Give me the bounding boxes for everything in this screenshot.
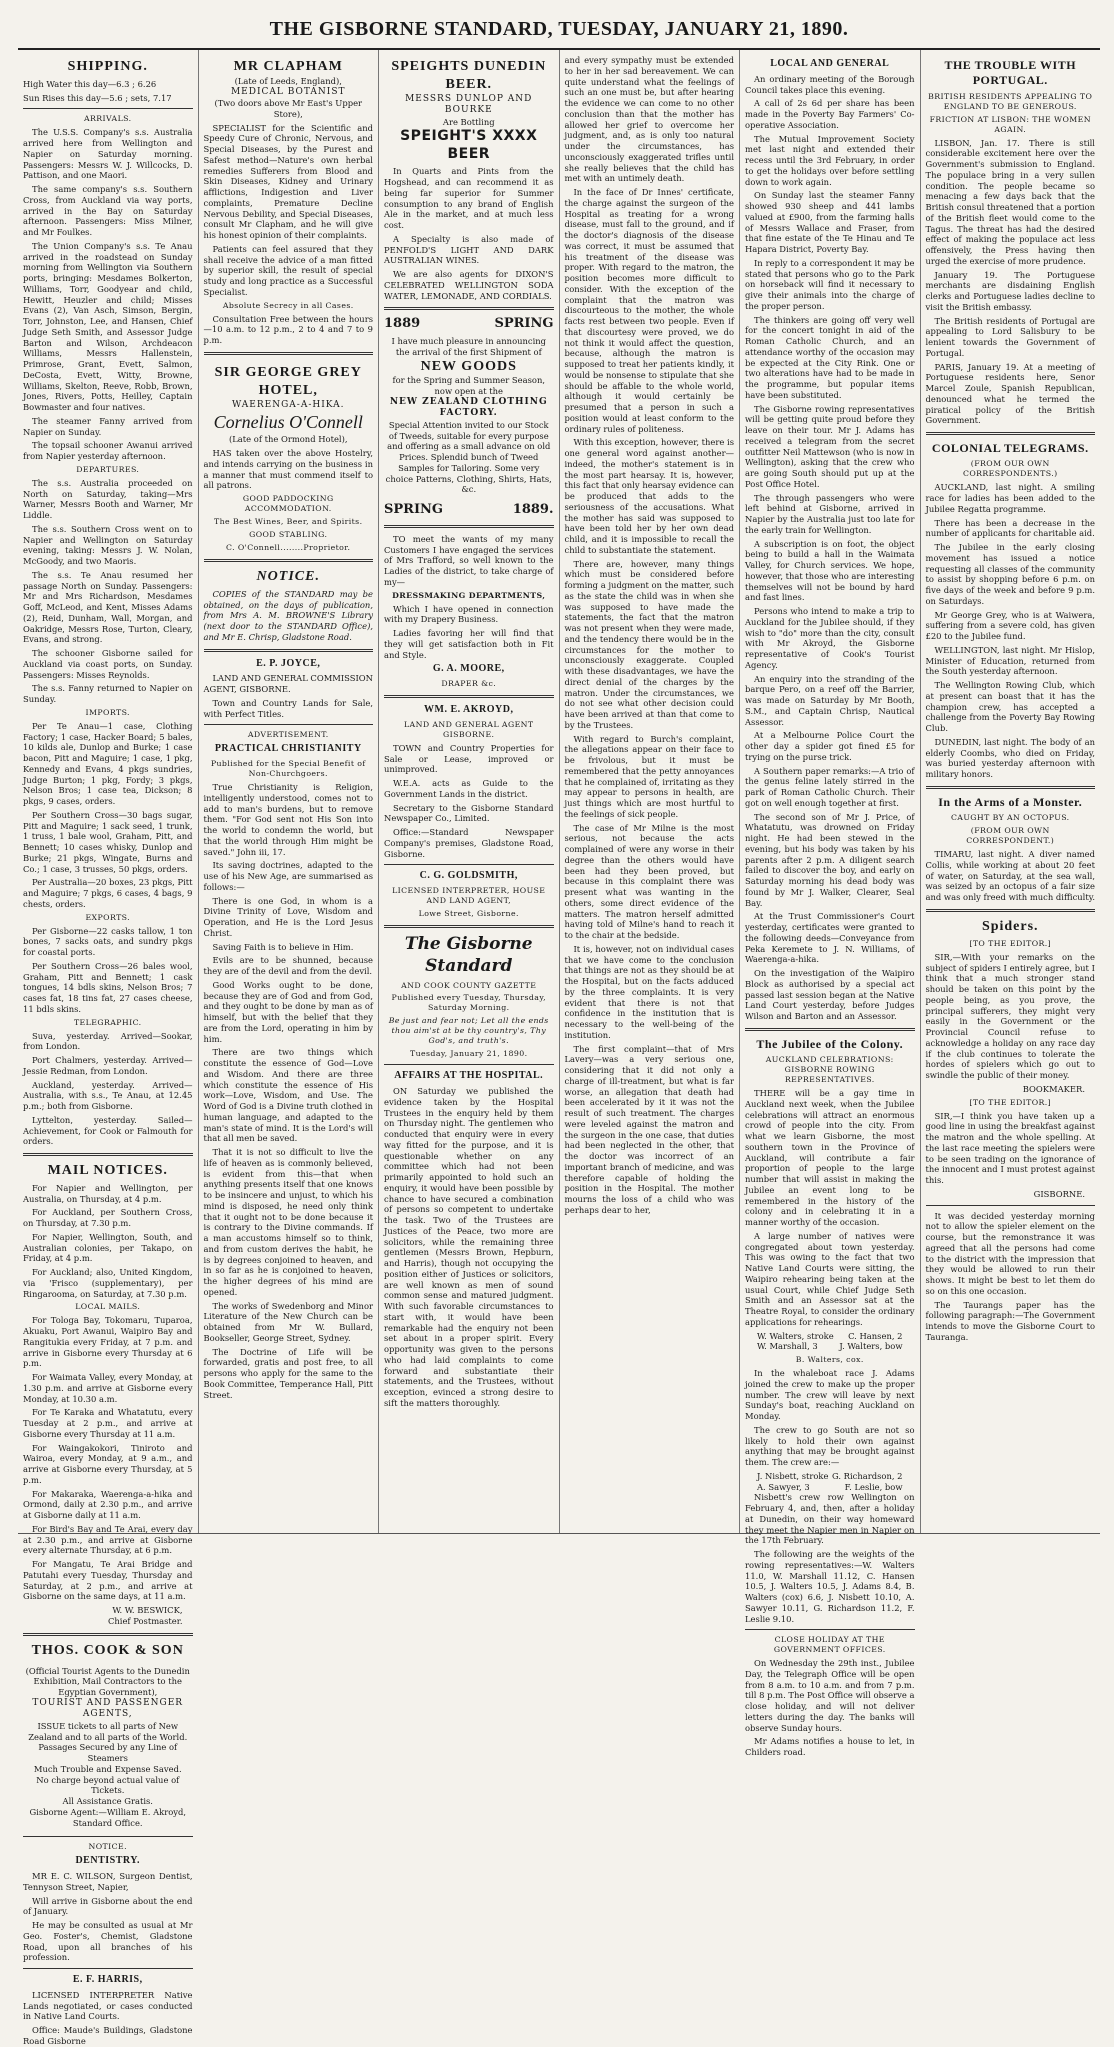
mail-paragraph: For Napier, Wellington, South, and Australian colonies, per Takapo, on Friday, at 4 p.m.: [23, 1231, 193, 1264]
divider: [384, 925, 554, 928]
imports-paragraph: Per Australia—20 boxes, 23 pkgs, Pitt and Maguire; 7 pkgs, 6 cases, 4 bags, 9 chests, orders.: [23, 877, 193, 909]
holiday-paragraph: Mr Adams notifies a house to let, in Childers road.: [745, 1736, 915, 1758]
exports-paragraph: Per Southern Cross—26 bales wool, Graham, Pitt and Bennett; 1 cask tongues, 14 bdls skins, Nelson Bros; 7 cases fat, 18 tins fat, 27 cases cheese, 11 bdls skins.: [23, 960, 193, 1014]
spring-factory: NEW ZEALAND CLOTHING FACTORY.: [389, 396, 548, 419]
departures-paragraph: The s.s. Southern Cross went on to Napier and Wellington on Saturday evening, taking: Messrs J. W. Nolan, McGoody, and two Maoris.: [23, 523, 193, 567]
mail-paragraph: For Makaraka, Waerenga-a-hika and Ormond, daily at 2.30 p.m., and arrive at Gisborne daily at 11 a.m.: [23, 1488, 193, 1521]
divider: [23, 1153, 193, 1156]
crew-member: A. Sawyer, 3: [757, 1481, 810, 1492]
local-paragraph: The thinkers are going off very well for the concert tonight in aid of the Roman Catholic Church, and an attendance worthy of the occasion may be expected at the City Rink. One or two alterations have had to be made in the programme, but popular items have been substituted.: [745, 314, 915, 400]
clapham-paragraph: SPECIALIST for the Scientific and Speedy Cure of Chronic, Nervous, and Special Diseases, by the Purest and Safest method—Nature's own herbal remedies Sufferers from Blood and Skin Diseases, Kidney and Urinary afflictions, Indigestion and Liver complaints, Premature Decline Nervous Debility, and Special Diseases, consult Mr Clapham, and he will give his honest opinion of their complaints.: [203, 122, 373, 241]
telegraphic-paragraph: Lyttelton, yesterday. Sailed—Achievement, for Cook or Falmouth for orders.: [23, 1114, 193, 1147]
standard-motto: Be just and fear not; Let all the ends thou aim'st at be thy country's, Thy God's, and truth's.: [388, 1016, 549, 1046]
crew-row: [745, 1341, 915, 1352]
akroyd-paragraph: Office:—Standard Newspaper Company's premises, Gladstone Road, Gisborne.: [384, 827, 554, 859]
notice-paragraph: COPIES of the STANDARD may be obtained, on the days of publication, from Mrs A. M. BROWNE'S Library (next door to the STANDARD Office), and Mr E. Chrisp, Gladstone Road.: [203, 588, 373, 642]
hotel-proprietor-name: Cornelius O'Connell: [213, 412, 363, 433]
practical-paragraph: The Doctrine of Life will be forwarded, gratis and post free, to all persons who apply for the same to the Book Committee, Temperance Hall, Pitt Street.: [203, 1346, 373, 1400]
cook-heading: THOS. COOK & SON: [31, 1642, 184, 1658]
hospital-continued: It is, however, not on individual cases that we have come to the conclusion that things are not as they should be at the Hospital, but on the facts adduced by the three complaints. It is very evident that there is not that confidence in the institution that is necessary to the well-being of the institution.: [564, 943, 734, 1040]
column-1: [18, 50, 199, 2046]
colonial-paragraph: DUNEDIN, last night. The body of an elderly Coombs, who died on Friday, was buried yesterday afternoon with military honors.: [925, 736, 1095, 780]
joyce-paragraph: Town and Country Lands for Sale, with Perfect Titles.: [203, 697, 373, 719]
hospital-continued: and every sympathy must be extended to her in her sad bereavement. We can quite understand what the feelings of such an one must be, but after hearing the evidence we can come to no other conclusion than that the mother has allowed her grief to overcome her judgment, and, as is only too natural under the circumstances, has unconsciously exaggerated trifles until she really believes that the child has met with an untimely death.: [564, 55, 734, 184]
imports-paragraph: Per Southern Cross—30 bags sugar, Pitt and Maguire; 1 sack seed, 1 trunk, 1 truss, 1 bale wool, Graham, Pitt, and Bennett; 10 cases whisky, Dunlop and Burke; 21 pkgs, Wingate, Burns and Co.; 1 case, 3 trusses, 50 pkgs, orders.: [23, 809, 193, 874]
clapham-paragraph: Patients can feel assured that they shall receive the advice of a man fitted by superior skill, the result of special study and long practice as a Successful Specialist.: [203, 243, 373, 297]
mail-paragraph: For Bird's Bay and Te Arai, every day at 2.30 p.m., and arrive at Gisborne every alternate Thursday, at 6 p.m.: [23, 1523, 193, 1556]
hotel-ad: [204, 361, 374, 448]
hotel-paragraph: HAS taken over the above Hostelry, and intends carrying on the business in a manner that must commend itself to all patrons.: [203, 448, 373, 491]
hotel-line: The Best Wines, Beer, and Spirits.: [214, 516, 363, 526]
tides: High Water this day—6.3 ; 6.26: [23, 78, 157, 89]
divider: [384, 307, 554, 310]
mail-paragraph: For Napier and Wellington, per Australia, on Thursday, at 4 p.m.: [23, 1182, 193, 1204]
clapham-secrecy: Absolute Secrecy in all Cases.: [222, 300, 354, 310]
spring-line: Special Attention invited to our Stock of Tweeds, suitable for every purpose and offering as a small advance on old Prices. Splendid bunch of Tweed Samples for Tailoring. Some very choice Patterns, Clothing, Shirts, Hats, &c.: [385, 419, 552, 495]
local-general-heading: LOCAL AND GENERAL: [770, 58, 890, 69]
local-paragraph: A subscription is on foot, the object being to build a hall in the Waimata Valley, for Church services. We hope, however, that those who are interesting themselves will not be bound by hard and fast lines.: [745, 538, 915, 603]
telegraphic-heading: TELEGRAPHIC.: [73, 1017, 142, 1027]
divider: [384, 695, 554, 698]
clapham-role: MEDICAL BOTANIST: [230, 86, 346, 97]
practical-paragraph: There is one God, in whom is a Divine Trinity of Love, Wisdom and Operation, and He is the Lord Jesus Christ.: [203, 895, 373, 938]
column-4: [560, 50, 741, 1533]
clapham-heading: MR CLAPHAM: [233, 59, 343, 74]
jubilee-paragraph: Nisbett's crew row Wellington on February 4, and, then, after a holiday at Dunedin, on their way homeward they meet the Napier men in Napier on the 17th February.: [745, 1492, 915, 1546]
spring-word: SPRING: [384, 502, 444, 518]
cook-line: (Official Tourist Agents to the Dunedin Exhibition, Mail Contractors to the Egyptian Government),: [25, 1665, 190, 1698]
spring-banner: [384, 502, 554, 519]
trouble-heading: THE TROUBLE WITH PORTUGAL.: [944, 58, 1077, 88]
divider: [384, 864, 554, 865]
departures-paragraph: The schooner Gisborne sailed for Auckland via coast ports, on Sunday. Passengers: Misses Reynolds.: [23, 648, 193, 680]
practical-paragraph: There are two things which constitute the essence of God—Love and Wisdom. And there are three which constitute the essence of His work—Love, Wisdom, and Use. The Word of God is a Divine truth clothed in human language, and adapted to the man's state of mind. It is the Lord's will that all men be saved.: [203, 1047, 373, 1144]
clapham-sub: (Late of Leeds, England),: [234, 75, 342, 86]
speights-paragraph: We are also agents for DIXON'S CELEBRATED WELLINGTON SODA WATER, LEMONADE, AND CORDIALS.: [384, 269, 554, 301]
spiders-paragraph: SIR,—With your remarks on the subject of spiders I entirely agree, but I think that a much stronger stand should be taken on this point by the people being, as you prove, the principal sufferers, they might very easily in the Government or the Provincial Council refuse to acknowledge a holiday on any race day if the club continues to tolerate the hordes of spielers which go out to swindle the public of their money.: [925, 951, 1095, 1081]
divider: [204, 724, 374, 725]
standard-title: The Gisborne Standard: [404, 934, 533, 976]
spiders-heading: Spiders.: [981, 918, 1039, 934]
telegraphic-paragraph: Suva, yesterday. Arrived—Sookar, from London.: [23, 1030, 193, 1052]
cook-line: No charge beyond actual value of Tickets.: [36, 1774, 180, 1796]
spiders-paragraph: It was decided yesterday morning not to allow the spieler element on the course, but the remonstrance it was agreed that all the persons had come to the district with the impression that they would be allowed to run their shows. It might be best to let them do so on this one occasion.: [925, 1210, 1095, 1296]
divider: [745, 1629, 915, 1630]
crew-row: [745, 1471, 915, 1482]
trouble-paragraph: The British residents of Portugal are appealing to Lord Salisbury to be lenient towards the Government of Portugal.: [925, 315, 1095, 358]
departures-heading: DEPARTURES.: [76, 464, 140, 474]
colonial-paragraph: Mr George Grey, who is at Waiwera, suffering from a severe cold, has given £20 to the Jubilee fund.: [925, 609, 1095, 642]
mail-paragraph: For Waingakokori, Tiniroto and Wairoa, every Monday, at 9 a.m., and arrive at Gisborne every Thursday, at 5 p.m.: [23, 1442, 193, 1485]
jubilee-heading: The Jubilee of the Colony.: [756, 1036, 904, 1051]
column-5: [740, 50, 921, 1758]
practical-paragraph: Its saving doctrines, adapted to the use of his New Age, are summarised as follows:—: [203, 860, 373, 892]
divider: [926, 909, 1096, 912]
speights-product: SPEIGHT'S XXXX BEER: [400, 127, 538, 162]
divider: [384, 525, 554, 528]
crew-member: B. Walters, cox.: [795, 1355, 864, 1365]
jubilee-subheading: AUCKLAND CELEBRATIONS: GISBORNE ROWING REPRESENTATIVES.: [765, 1055, 894, 1085]
crew-member: W. Marshall, 3: [757, 1341, 818, 1352]
exports-paragraph: Per Gisborne—22 casks tallow, 1 ton bones, 7 sacks oats, and sundry pkgs for coastal ports.: [23, 925, 193, 958]
local-paragraph: On the investigation of the Waipiro Block as authorised by a special act passed last session began at the Native Land Court yesterday, before Judges Wilson and Barton and an Assessor.: [745, 968, 915, 1022]
local-paragraph: A call of 2s 6d per share has been made in the Poverty Bay Farmers' Co-operative Association.: [745, 98, 915, 130]
practical-paragraph: Good Works ought to be done, because they are of God and from God, and they ought to be done by man as of himself, but with the belief that they are from the Lord, operating in him by him.: [203, 979, 373, 1044]
departures-paragraph: The s.s. Australia proceeded on North on Saturday, taking—Mrs Warner, Messrs Booth and Warner, Mr Liddle.: [23, 477, 193, 521]
hotel-late: (Late of the Ormond Hotel),: [228, 434, 348, 445]
crew-member: F. Leslie, bow: [844, 1481, 903, 1492]
divider: [23, 108, 193, 109]
spiders-paragraph: SIR,—I think you have taken up a good line in using the breakfast against the matron and the whole spelling. At the last race meeting the spielers were to be seen trading on the ignorance of the innocent and I must protest against this.: [925, 1110, 1095, 1185]
trouble-paragraph: LISBON, Jan. 17. There is still considerable excitement here over the Government's submission to England. The populace bring in a very sullen condition. The people became so menacing a few days back that the British consul threatened that a portion of the British fleet would come to the Tagus. The threat has had the desired effect of making the populace act less offensively, the Press having then urged the exercise of more prudence.: [925, 137, 1095, 266]
practical-paragraph: True Christianity is Religion, intelligently understood, comes not to add to man's burdens, but to remove them. "For God sent not His Son into the world to condemn the world, but that the world through Him might be saved." John iii, 17.: [203, 782, 373, 857]
crew-row: [745, 1331, 915, 1342]
holiday-heading: CLOSE HOLIDAY AT THE GOVERNMENT OFFICES.: [773, 1635, 886, 1655]
spiders-signature: BOOKMAKER.: [1022, 1083, 1085, 1094]
arrivals-heading: ARRIVALS.: [83, 114, 132, 124]
crew-member: J. Nisbett, stroke: [757, 1470, 829, 1481]
advertisement-label: ADVERTISEMENT.: [247, 730, 329, 740]
holiday-paragraph: On Wednesday the 29th inst., Jubilee Day, the Telegraph Office will be open from 8 a.m. to 10 a.m. and from 7 p.m. till 8 p.m. The Post Office will observe a close holiday, and will not deliver letters during the day. The banks will observe Sunday hours.: [745, 1658, 915, 1733]
goldsmith-line: LICENSED INTERPRETER, HOUSE AND LAND AGENT,: [392, 886, 546, 906]
hospital-continued: With regard to Burch's complaint, the allegations appear on their face to be frivolous, but it must be remembered that the petty annoyances that he complained of, irritating as they may appear to persons in health, are just things which are most hurtful to the feelings of sick people.: [564, 733, 734, 819]
crew-member: J. Walters, bow: [839, 1341, 903, 1352]
divider: [204, 559, 374, 562]
cook-line: All Assistance Gratis.: [62, 1796, 153, 1807]
clapham-address: (Two doors above Mr East's Upper Store),: [214, 98, 363, 119]
telegraphic-paragraph: Auckland, yesterday. Arrived—Australia, with s.s., Te Anau, at 12.45 p.m.; both from Gisborne.: [23, 1079, 193, 1111]
spring-year: 1889.: [512, 502, 554, 518]
mail-paragraph: For Auckland, per Southern Cross, on Thursday, at 7.30 p.m.: [23, 1207, 193, 1229]
cook-line: Gisborne Agent:—William E. Akroyd, Standard Office.: [29, 1806, 187, 1828]
mail-paragraph: For Auckland; also, United Kingdom, via 'Frisco (supplementary), per Ringarooma, on Saturday, at 7.30 p.m.: [23, 1267, 193, 1299]
masthead: [18, 10, 1100, 50]
harris-heading: E. F. HARRIS,: [72, 1974, 143, 1986]
colonial-paragraph: There has been a decrease in the number of applicants for charitable aid.: [925, 517, 1095, 539]
spiders-subheading: [TO THE EDITOR.]: [969, 1097, 1052, 1107]
colonial-paragraph: WELLINGTON, last night. Mr Hislop, Minister of Education, returned from the South yesterday afternoon.: [925, 644, 1095, 677]
mail-paragraph: For Mangatu, Te Arai Bridge and Patutahi every Tuesday, Thursday and Saturday, at 2 p.m., and arrive at Gisborne on the same days, at 11 a.m.: [23, 1559, 193, 1602]
practical-paragraph: Evils are to be shunned, because they are of the devil and from the devil.: [203, 955, 373, 976]
trouble-subheading: FRICTION AT LISBON: THE WOMEN AGAIN.: [929, 114, 1091, 134]
column-6: [921, 50, 1101, 1533]
harris-paragraph: Office: Maude's Buildings, Gladstone Road Gisborne: [23, 2025, 193, 2046]
harris-paragraph: LICENSED INTERPRETER Native Lands negotiated, or cases conducted in Native Land Courts.: [23, 1989, 193, 2022]
hospital-continued: In the face of Dr Innes' certificate, the charge against the surgeon of the Hospital as treating for a wrong disease, must fall to the ground, and if the doctor's diagnosis of the disease was correct, it must be assumed that his treatment of the disease was proper. With regard to the matron, the position becomes more difficult to consider. With the exception of the complaint that the matron was discourteous to the mother, the whole facts rest between two people. Even if that discourtesy were proved, we do not think it would affect the question, because, although the matron is supposed to treat her patients kindly, it would be nonsense to stipulate that she should be affable to the whole world, although it would certainly be presumed that a person in such a position would at least conform to the ordinary rules of politeness.: [564, 187, 734, 434]
practical-paragraph: That it is not so difficult to live the life of heaven as is commonly believed, is evident from this—that when anything presents itself that one knows to be insincere and unjust, to which his mind is disposed, he need only think that it ought not to be done because it is contrary to the Divine commands. If a man accustoms himself so to think, and from custom derives the habit, he is by degrees conjoined to heaven, and in so far as he is conjoined to heaven, the higher degrees of his mind are opened.: [203, 1147, 373, 1297]
local-paragraph: The Mutual Improvement Society met last night and extended their recess until the 3rd February, in order to get the holidays over before settling down to work again.: [745, 133, 915, 187]
speights-heading: SPEIGHTS DUNEDIN BEER.: [391, 59, 547, 92]
mail-paragraph: For Te Karaka and Whatatutu, every Tuesday at 2 p.m., and arrive at Gisborne every Thursday at 11 a.m.: [23, 1407, 193, 1439]
trouble-paragraph: PARIS, January 19. At a meeting of Portuguese residents here, Senor Marcel Zoule, Spanish Republican, denounced what he termed the piratical policy of the British Government.: [925, 361, 1095, 426]
divider: [204, 649, 374, 652]
divider: [384, 1064, 554, 1065]
arrivals-paragraph: The steamer Fanny arrived from Napier on Sunday.: [23, 415, 193, 437]
akroyd-line: LAND AND GENERAL AGENT GISBORNE.: [403, 719, 534, 739]
divider: [926, 786, 1096, 789]
mail-paragraph: For Waimata Valley, every Monday, at 1.30 p.m. and arrive at Gisborne every Monday, at 10.30 a.m.: [23, 1372, 193, 1404]
spring-ad: [384, 333, 554, 498]
departures-paragraph: The s.s. Te Anau resumed her passage North on Sunday. Passengers: Mr and Mrs Richardson, Mesdames Goff, McLeod, and Kent, Misses Adams (2), Reid, Dunham, Wall, Morgan, and Oakridge, Messrs Rose, Turton, Cleary, Evans, and strong.: [23, 569, 193, 645]
column-2: [199, 50, 380, 1533]
mail-paragraph: For Tologa Bay, Tokomaru, Tuparoa, Akuaku, Port Awanui, Waipiro Bay and Rangitukia every Friday, at 7 p.m. and arrive in Gisborne every Thursday at 6 p.m.: [23, 1315, 193, 1369]
crew-row: [745, 1482, 915, 1493]
practical-paragraph: The works of Swedenborg and Minor Literature of the New Church can be obtained from Mr W. Bullard, Bookseller, George Street, Sydney.: [203, 1300, 373, 1343]
moore-paragraph: Ladies favoring her will find that they will get satisfaction both in Fit and Style.: [384, 628, 554, 660]
spiders-paragraph: The Taurangs paper has the following paragraph:—The Government intends to move the Gisborne Court to Tauranga.: [925, 1299, 1095, 1342]
cook-ad: [23, 1663, 193, 1832]
cook-line: Passages Secured by any Line of Steamers: [38, 1742, 178, 1764]
hospital-continued: With this exception, however, there is one general word against another—indeed, the mother's statement is in the most part hearsay. It is, however, this fact that only hearsay evidence can be produced that adds to the seriousness of the accusations. What the mother has said was supposed to have been told her by her own dead child, and it is impossible to recall the child to substantiate the statement.: [564, 437, 734, 555]
goldsmith-heading: C. G. GOLDSMITH,: [419, 870, 518, 882]
spring-line: for the Spring and Summer Season, now open at the: [392, 375, 545, 397]
shipping-heading: SHIPPING.: [67, 59, 148, 74]
colonial-subheading: (FROM OUR OWN CORRESPONDENTS.): [962, 459, 1058, 479]
column-3: [379, 50, 560, 1533]
clapham-ad: [204, 55, 374, 123]
spring-banner: [384, 316, 554, 333]
local-paragraph: Persons who intend to make a trip to Auckland for the Jubilee should, if they wish to "do" more than the city, consult with Mr Akroyd, the Gisborne representative of Cook's Tourist Agency.: [745, 606, 915, 670]
hotel-line: C. O'Connell........Proprietor.: [226, 542, 351, 552]
hospital-continued: The first complaint—that of Mrs Lavery—was a very serious one, considering that it did not only a charge of ill-treatment, but what is far worse, an allegation that death had been accelerated by it it was not the result of such treatment. The charges were leveled against the matron and the surgeon in the one case, that duties had been neglected in the other, that the doctor was incorrect of an important branch of medicine, and was therefore capable of holding the position in the Hospital. The mother mourns the loss of a child who was perhaps dear to her,: [564, 1043, 734, 1215]
local-paragraph: An enquiry into the stranding of the barque Pero, on a reef off the Barrier, was made on Saturday by Mr Booth, S.M., and Captain Chrisp, Nautical Assessor.: [745, 673, 915, 727]
jubilee-paragraph: THERE will be a gay time in Auckland next week, when the Jubilee celebrations will attract an enormous crowd of people into the city. From what we learn Gisborne, the most southern town in the Province of Auckland, will contribute a fair proportion of people to the large number that will assist in making the Jubilee an event long to be remembered in the history of the colony and in celebrating it in a manner worthy of the occasion.: [745, 1088, 915, 1228]
local-mails-heading: LOCAL MAILS.: [75, 1302, 141, 1312]
jubilee-paragraph: The following are the weights of the rowing representatives:—W. Walters 11.0, W. Marshall 11.12, C. Hansen 10.5, J. Walters 10.5, J. Adams 8.4, B. Walters (cox) 6.6, J. Nisbett 10.10, A. Sawyer 10.11, G. Richardson 11.2, F. Leslie 9.10.: [745, 1549, 915, 1624]
imports-paragraph: Per Te Anau—1 case, Clothing Factory; 1 case, Hacker Board; 5 bales, 10 kilds ale, Dunlop and Burke; 1 case bacon, Pitt and Maguire; 1 case, 1 pkg, Kennedy and Evans, 4 pkgs sundries, Judge Burton; 1 pkg, Fordy; 3 pkgs, Nelson Bros; 1 case tea, Dickson; 8 pkgs, 9 cases, orders.: [23, 720, 193, 807]
akroyd-paragraph: W.E.A. acts as Guide to the Government Lands in the district.: [384, 778, 554, 799]
practical-heading: PRACTICAL CHRISTIANITY: [214, 743, 362, 755]
moore-paragraph: TO meet the wants of my many Customers I have engaged the services of Mrs Trafford, so well known to the Ladies of the district, to take charge of my—: [384, 533, 554, 587]
crew-member: W. Walters, stroke: [757, 1330, 834, 1341]
cook-line: Much Trouble and Expense Saved.: [33, 1763, 182, 1774]
standard-subtitle: AND COOK COUNTY GAZETTE: [401, 980, 537, 990]
spring-line: I have much pleasure in announcing the arrival of the first Shipment of: [391, 336, 547, 357]
spiders-signature: GISBORNE.: [1033, 1188, 1085, 1199]
cook-line: TOURIST AND PASSENGER AGENTS,: [32, 1697, 184, 1720]
practical-sub: Published for the Special Benefit of Non-Churchgoers.: [210, 759, 366, 779]
moore-signature-title: DRAPER &c.: [441, 679, 497, 689]
speights-line: MESSRS DUNLOP AND BOURKE: [405, 93, 533, 116]
crew-member: C. Hansen, 2: [848, 1330, 903, 1341]
dentistry-paragraph: MR E. C. WILSON, Surgeon Dentist, Tennyson Street, Napier,: [23, 1871, 193, 1892]
divider: [23, 1836, 193, 1837]
joyce-paragraph: LAND AND GENERAL COMMISSION AGENT, GISBORNE.: [203, 673, 373, 695]
hospital-continued: The case of Mr Milne is the most serious, not because the acts complained of were any worse in their degree than the others would have been had they been proved, but because in this complaint there was present what was wanting in the others, some direct evidence of the matters. The matron herself admitted having told of Milne's hand to reach it to the chair at the bedside.: [564, 822, 734, 940]
jubilee-paragraph: In the whaleboat race J. Adams joined the crew to make up the proper number. The crew will leave by next Sunday's boat, reaching Auckland on Monday.: [745, 1368, 915, 1422]
spiders-subheading: [TO THE EDITOR.]: [969, 938, 1052, 948]
divider: [23, 1968, 193, 1969]
arrivals-paragraph: The topsail schooner Awanui arrived from Napier yesterday afternoon.: [23, 440, 193, 462]
mail-signature: W. W. BESWICK,: [112, 1605, 183, 1616]
hotel-heading: SIR GEORGE GREY HOTEL,: [214, 364, 362, 398]
jubilee-paragraph: A large number of natives were congregated about town yesterday. This was owing to the fact that two Native Land Courts were sitting, the Waipiro rehearing being taken at the usual Court, while Chief Judge Seth Smith and an Assessor sat at the Theatre Royal, to consider the ordinary applications for rehearings.: [745, 1230, 915, 1327]
spring-word: SPRING: [494, 316, 554, 332]
monster-heading: In the Arms of a Monster.: [938, 794, 1083, 809]
dentistry-paragraph: He may be consulted as usual at Mr Geo. Foster's, Chemist, Gladstone Road, upon all branches of his profession.: [23, 1920, 193, 1963]
notice-heading: NOTICE.: [256, 568, 320, 584]
divider: [23, 1633, 193, 1636]
dentistry-heading: DENTISTRY.: [75, 1855, 141, 1867]
sun-times: Sun Rises this day—5.6 ; sets, 7.17: [23, 92, 172, 103]
local-paragraph: In reply to a correspondent it may be stated that persons who go to the Park on horseback will find it necessary to give their animals into the charge of the proper person.: [745, 257, 915, 311]
crew-member: G. Richardson, 2: [831, 1470, 903, 1481]
akroyd-heading: WM. E. AKROYD,: [424, 704, 514, 716]
hotel-line: GOOD PADDOCKING ACCOMMODATION.: [242, 494, 334, 513]
clapham-paragraph: Consultation Free between the hours—10 a.m. to 12 p.m., 2 to 4 and 7 to 9 p.m.: [203, 313, 373, 346]
speights-paragraph: A Specialty is also made of PENFOLD'S LIGHT AND DARK AUSTRALIAN WINES.: [384, 233, 554, 266]
local-paragraph: At the Trust Commissioner's Court yesterday, certificates were granted to the following deeds—Conveyance from Peka Keremete to J. N. Williams, of Waerenga-a-hika.: [745, 911, 915, 965]
standard-date: Tuesday, January 21, 1890.: [410, 1049, 528, 1059]
hotel-place: WAERENGA-A-HIKA.: [232, 399, 345, 410]
arrivals-paragraph: The U.S.S. Company's s.s. Australia arrived here from Wellington and Napier on Saturday morning. Passengers: Messrs W. J. Willcocks, D. Pattison, and one Maori.: [23, 127, 193, 181]
local-paragraph: The second son of Mr J. Price, of Whatatutu, was drowned on Friday night. He had been stewed in the evening, but his body was taken by his parents after 2 p.m. A diligent search failed to discover the boy, and early on Saturday morning his dead body was found by Mr J. Walker, Clearer, Seal Bay.: [745, 811, 915, 908]
hotel-line: GOOD STABLING.: [249, 529, 328, 539]
cook-line: ISSUE tickets to all parts of New Zealand and to all parts of the World.: [28, 1720, 188, 1742]
local-paragraph: An ordinary meeting of the Borough Council takes place this evening.: [745, 73, 915, 95]
divider: [926, 432, 1096, 435]
arrivals-paragraph: The same company's s.s. Southern Cross, from Auckland via way ports, arrived in the Bay on Saturday afternoon. Passengers: Miss Milner, and Mr Foulkes.: [23, 184, 193, 238]
standard-publication: Published every Tuesday, Thursday, Saturday Morning.: [391, 993, 546, 1013]
arrivals-paragraph: The Union Company's s.s. Te Anau arrived in the roadstead on Sunday morning from Wellington via Southern ports, bringing: Mesdames Bolkerton, Williams, Torr, Goodyear and child, Hewitt, Heuzler and child; Misses Evans (2), Van Asch, Simson, Bergin, Torr, Johnston, Lee, and Hansen, Chief Judge Seth Smith, and Assessor Judge Barton and Wilson, Archdeacon Williams, Messrs Hallenstein, Primrose, Grant, Evett, Salmon, DeCosta, Evett, Witty, Browne, Williams, Skelton, Reeve, Robb, Brown, Jones, Rivers, Potts, Heilley, Captain Bowmaster and four natives.: [23, 240, 193, 413]
moore-signature: G. A. MOORE,: [432, 663, 505, 675]
divider: [204, 352, 374, 355]
monster-subheading: (FROM OUR OWN CORRESPONDENT.): [966, 826, 1055, 846]
mail-signature-title: Chief Postmaster.: [108, 1615, 183, 1626]
akroyd-paragraph: Secretary to the Gisborne Standard Newspaper Co., Limited.: [384, 802, 554, 824]
colonial-paragraph: The Wellington Rowing Club, which at present can boast that it has the champion crew, has accepted a challenge from the Poverty Bay Rowing Club.: [925, 680, 1095, 734]
goldsmith-line: Lowe Street, Gisborne.: [418, 909, 519, 919]
local-paragraph: The through passengers who were left behind at Gisborne, arrived in Napier by the Australia just too late for the early train for Wellington.: [745, 492, 915, 535]
speights-paragraph: In Quarts and Pints from the Hogshead, and can recommend it as being far superior for Summer consumption to any brand of English Ale in the market, and at much less cost.: [384, 166, 554, 231]
trouble-paragraph: January 19. The Portuguese merchants are disdaining English clerks and Portuguese ladies decline to visit the British embassy.: [925, 269, 1095, 312]
colonial-heading: COLONIAL TELEGRAMS.: [931, 441, 1089, 456]
masthead-title: THE GISBORNE STANDARD, TUESDAY, JANUARY 21, 1890.: [269, 18, 849, 40]
speights-ad: [384, 55, 554, 166]
dentistry-paragraph: Will arrive in Gisborne about the end of January.: [23, 1895, 193, 1917]
departures-paragraph: The s.s. Fanny returned to Napier on Sunday.: [23, 683, 193, 705]
spring-year: 1889: [384, 316, 421, 332]
akroyd-paragraph: TOWN and Country Properties for Sale or Lease, improved or unimproved.: [384, 742, 554, 775]
monster-paragraph: TIMARU, last night. A diver named Collis, while working at about 20 feet of water, on Saturday, at the sea wall, was seized by an octopus of a fair size and was only freed with much difficulty.: [925, 849, 1096, 903]
jubilee-paragraph: The crew to go South are not so likely to hold their own against anything that may be brought against them. The crew are:—: [745, 1424, 915, 1468]
trouble-subheading: BRITISH RESIDENTS APPEALING TO ENGLAND TO BE GENEROUS.: [928, 91, 1093, 111]
monster-subheading: CAUGHT BY AN OCTOPUS.: [950, 813, 1070, 823]
colonial-paragraph: AUCKLAND, last night. A smiling race for ladies has been added to the Jubilee Regatta programme.: [925, 482, 1095, 514]
colonial-paragraph: The Jubilee in the early closing movement has issued a notice requesting all classes of the community to assist by shopping before 6 p.m. on five days of the week and before 9 p.m. on Saturdays.: [925, 542, 1095, 606]
hospital-heading: AFFAIRS AT THE HOSPITAL.: [394, 1070, 544, 1082]
local-paragraph: At a Melbourne Police Court the other day a spider got fined £5 for trying on the purse trick.: [745, 730, 915, 762]
notice-heading: NOTICE.: [88, 1842, 127, 1852]
local-paragraph: The Gisborne rowing representatives will be getting quite proud before they leave on their tour. Mr J. Adams has received a telegram from the secret outfitter Neil Mattewson (who is now in Wellington), asking that the crew who are going South should put up at the Post Office Hotel.: [745, 403, 915, 489]
columns: [18, 50, 1100, 2046]
spring-goods: NEW GOODS: [420, 358, 517, 374]
local-paragraph: On Sunday last the steamer Fanny showed 930 sheep and 441 lambs valued at £900, from the farming halls of Messrs Wallace and Fraser, from that fine estate of the Te Hinau and Te Hapara District, Poverty Bay.: [745, 190, 915, 255]
practical-paragraph: Saving Faith is to believe in Him.: [212, 941, 354, 952]
hospital-paragraph: ON Saturday we published the evidence taken by the Hospital Trustees in the enquiry held by them on Thursday night. The gentlemen who conducted that enquiry were in every way fitted for the purpose, and it is questionable whether on any committee which had not been primarily appointed to hold such an enquiry, it would have been possible by chance to have secured a combination of persons so competent to undertake the task. Two of the Trustees are Justices of the Peace, two more are solicitors, while the remaining three gentlemen (Messrs Brown, Hepburn, and Harris), though not occupying the position either of Justices or solicitors, are well known as men of sound common sense and matured judgment. With such favorable circumstances to start with, it would have been remarkable had the enquiry not been set about in a proper spirit. Every opportunity was given to the persons who had laid complaints to come forward and substantiate their statements, and the Trustees, without exception, evinced a strong desire to sift the matters thoroughly.: [384, 1086, 554, 1408]
mail-notices-heading: MAIL NOTICES.: [47, 1163, 168, 1178]
divider: [745, 1028, 915, 1031]
imports-heading: IMPORTS.: [85, 707, 130, 717]
hospital-continued: There are, however, many things which must be considered before forming a judgment on the matter, such as the state the child was in when she was supposed to have made the statements, the fact that the matron was not present when they were made, and the tendency there would be in the circumstances for the mother to unconsciously exaggerate. Coupled with these disadvantages, we have the direct denial of the charges by the matron. Under the circumstances, we do not see what other decision could have been arrived at than that come to by the Trustees.: [564, 558, 734, 730]
speights-line: Are Bottling: [442, 116, 495, 127]
divider: [926, 1205, 1096, 1206]
exports-heading: EXPORTS.: [85, 912, 131, 922]
joyce-heading: E. P. JOYCE,: [256, 657, 321, 669]
telegraphic-paragraph: Port Chalmers, yesterday. Arrived—Jessie Redman, from London.: [23, 1055, 193, 1076]
moore-paragraph: Which I have opened in connection with my Drapery Business.: [384, 603, 554, 625]
local-paragraph: A Southern paper remarks:—A trio of the genus feline lately stirred in the park of Roman Catholic Church. Their got on well enough together at first.: [745, 765, 915, 808]
moore-dept: DRESSMAKING DEPARTMENTS,: [392, 590, 546, 600]
